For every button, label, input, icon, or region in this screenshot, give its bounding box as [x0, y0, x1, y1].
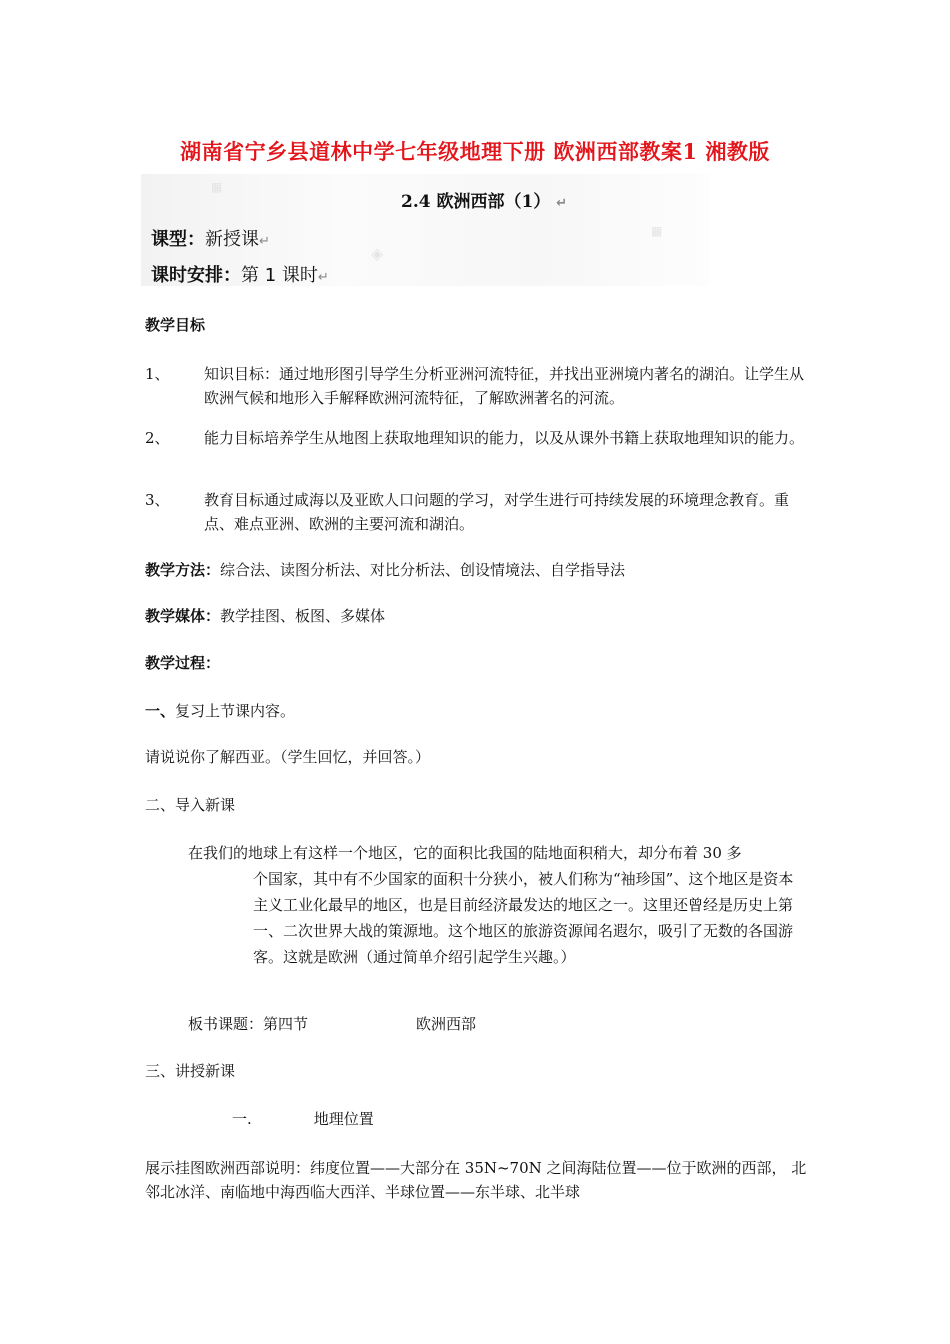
location-text: 展示挂图欧洲西部说明：纬度位置——大部分在 35N~70N 之间海陆位置——位于欧洲的西部， 北邻北冰洋、南临地中海西临大西洋、半球位置——东半球、北半球	[145, 1159, 807, 1201]
watermark-icon: ◈	[371, 244, 384, 263]
goal-number: 3、	[145, 491, 170, 509]
step2-heading: 二、导入新课	[145, 796, 236, 814]
step1-question: 请说说你了解西亚。（学生回忆，并回答。）	[145, 748, 431, 766]
intro-paragraph	[188, 840, 808, 970]
schedule-line	[151, 261, 329, 287]
methods-label: 教学方法：	[145, 561, 221, 579]
intro-first-line: 在我们的地球上有这样一个地区，它的面积比我国的陆地面积稍大，却分布着 30 多	[188, 844, 742, 862]
goal-number: 2、	[145, 429, 170, 447]
paragraph-mark-icon: ↵	[317, 270, 329, 285]
methods-line	[145, 558, 625, 582]
step1-line	[145, 699, 295, 723]
paragraph-mark-icon: ↵	[556, 196, 568, 211]
goals-heading: 教学目标	[145, 316, 206, 334]
section-title-text: 2.4 欧洲西部（1）	[401, 192, 551, 212]
board-label: 板书课题：第四节	[188, 1015, 309, 1033]
intro-continuation: 个国家，其中有不少国家的面积十分狭小，被人们称为“袖珍国”、这个地区是资本主义工业化最早的地区，也是目前经济最发达的地区之一。这里还曾经是历史上第一、二次世界大战的策源地。这个地区的旅游资源闻名遐尔，吸引了无数的各国游客。这就是欧洲（通过简单介绍引起学生兴趣。）	[253, 870, 794, 966]
process-heading: 教学过程：	[145, 654, 221, 672]
sub1-title: 地理位置	[313, 1110, 374, 1128]
step1-number: 一、	[145, 702, 176, 720]
board-line	[188, 1012, 476, 1036]
schedule-label: 课时安排：	[151, 265, 241, 286]
media-value: 教学挂图、板图、多媒体	[220, 607, 386, 625]
step3-heading: 三、讲授新课	[145, 1062, 236, 1080]
goal-text: 知识目标：通过地形图引导学生分析亚洲河流特征，并找出亚洲境内著名的湖泊。让学生从欧洲气候和地形入手解释欧洲河流特征，了解欧洲著名的河流。	[204, 365, 805, 407]
goal-text: 能力目标培养学生从地图上获取地理知识的能力，以及从课外书籍上获取地理知识的能力。	[204, 429, 805, 447]
watermark-icon: ▦	[651, 224, 663, 238]
course-type-label: 课型：	[151, 229, 205, 250]
course-type-value: 新授课	[205, 229, 259, 250]
step1-text: 复习上节课内容。	[175, 702, 296, 720]
course-type-line	[151, 225, 270, 251]
sub1-line	[232, 1107, 374, 1131]
goal-number: 1、	[145, 365, 170, 383]
media-line	[145, 604, 385, 628]
methods-value: 综合法、读图分析法、对比分析法、创设情境法、自学指导法	[220, 561, 626, 579]
sub1-number: 一.	[232, 1110, 252, 1128]
schedule-value: 第 1 课时	[241, 265, 318, 286]
document-title: 湖南省宁乡县道林中学七年级地理下册 欧洲西部教案1 湘教版	[180, 139, 770, 164]
board-value: 欧洲西部	[416, 1015, 477, 1033]
watermark-icon: ▦	[211, 180, 223, 194]
section-title	[401, 187, 567, 212]
goal-text: 教育目标通过咸海以及亚欧人口问题的学习，对学生进行可持续发展的环境理念教育。重点、难点亚洲、欧洲的主要河流和湖泊。	[204, 491, 790, 533]
paragraph-mark-icon: ↵	[259, 234, 270, 249]
media-label: 教学媒体：	[145, 607, 221, 625]
